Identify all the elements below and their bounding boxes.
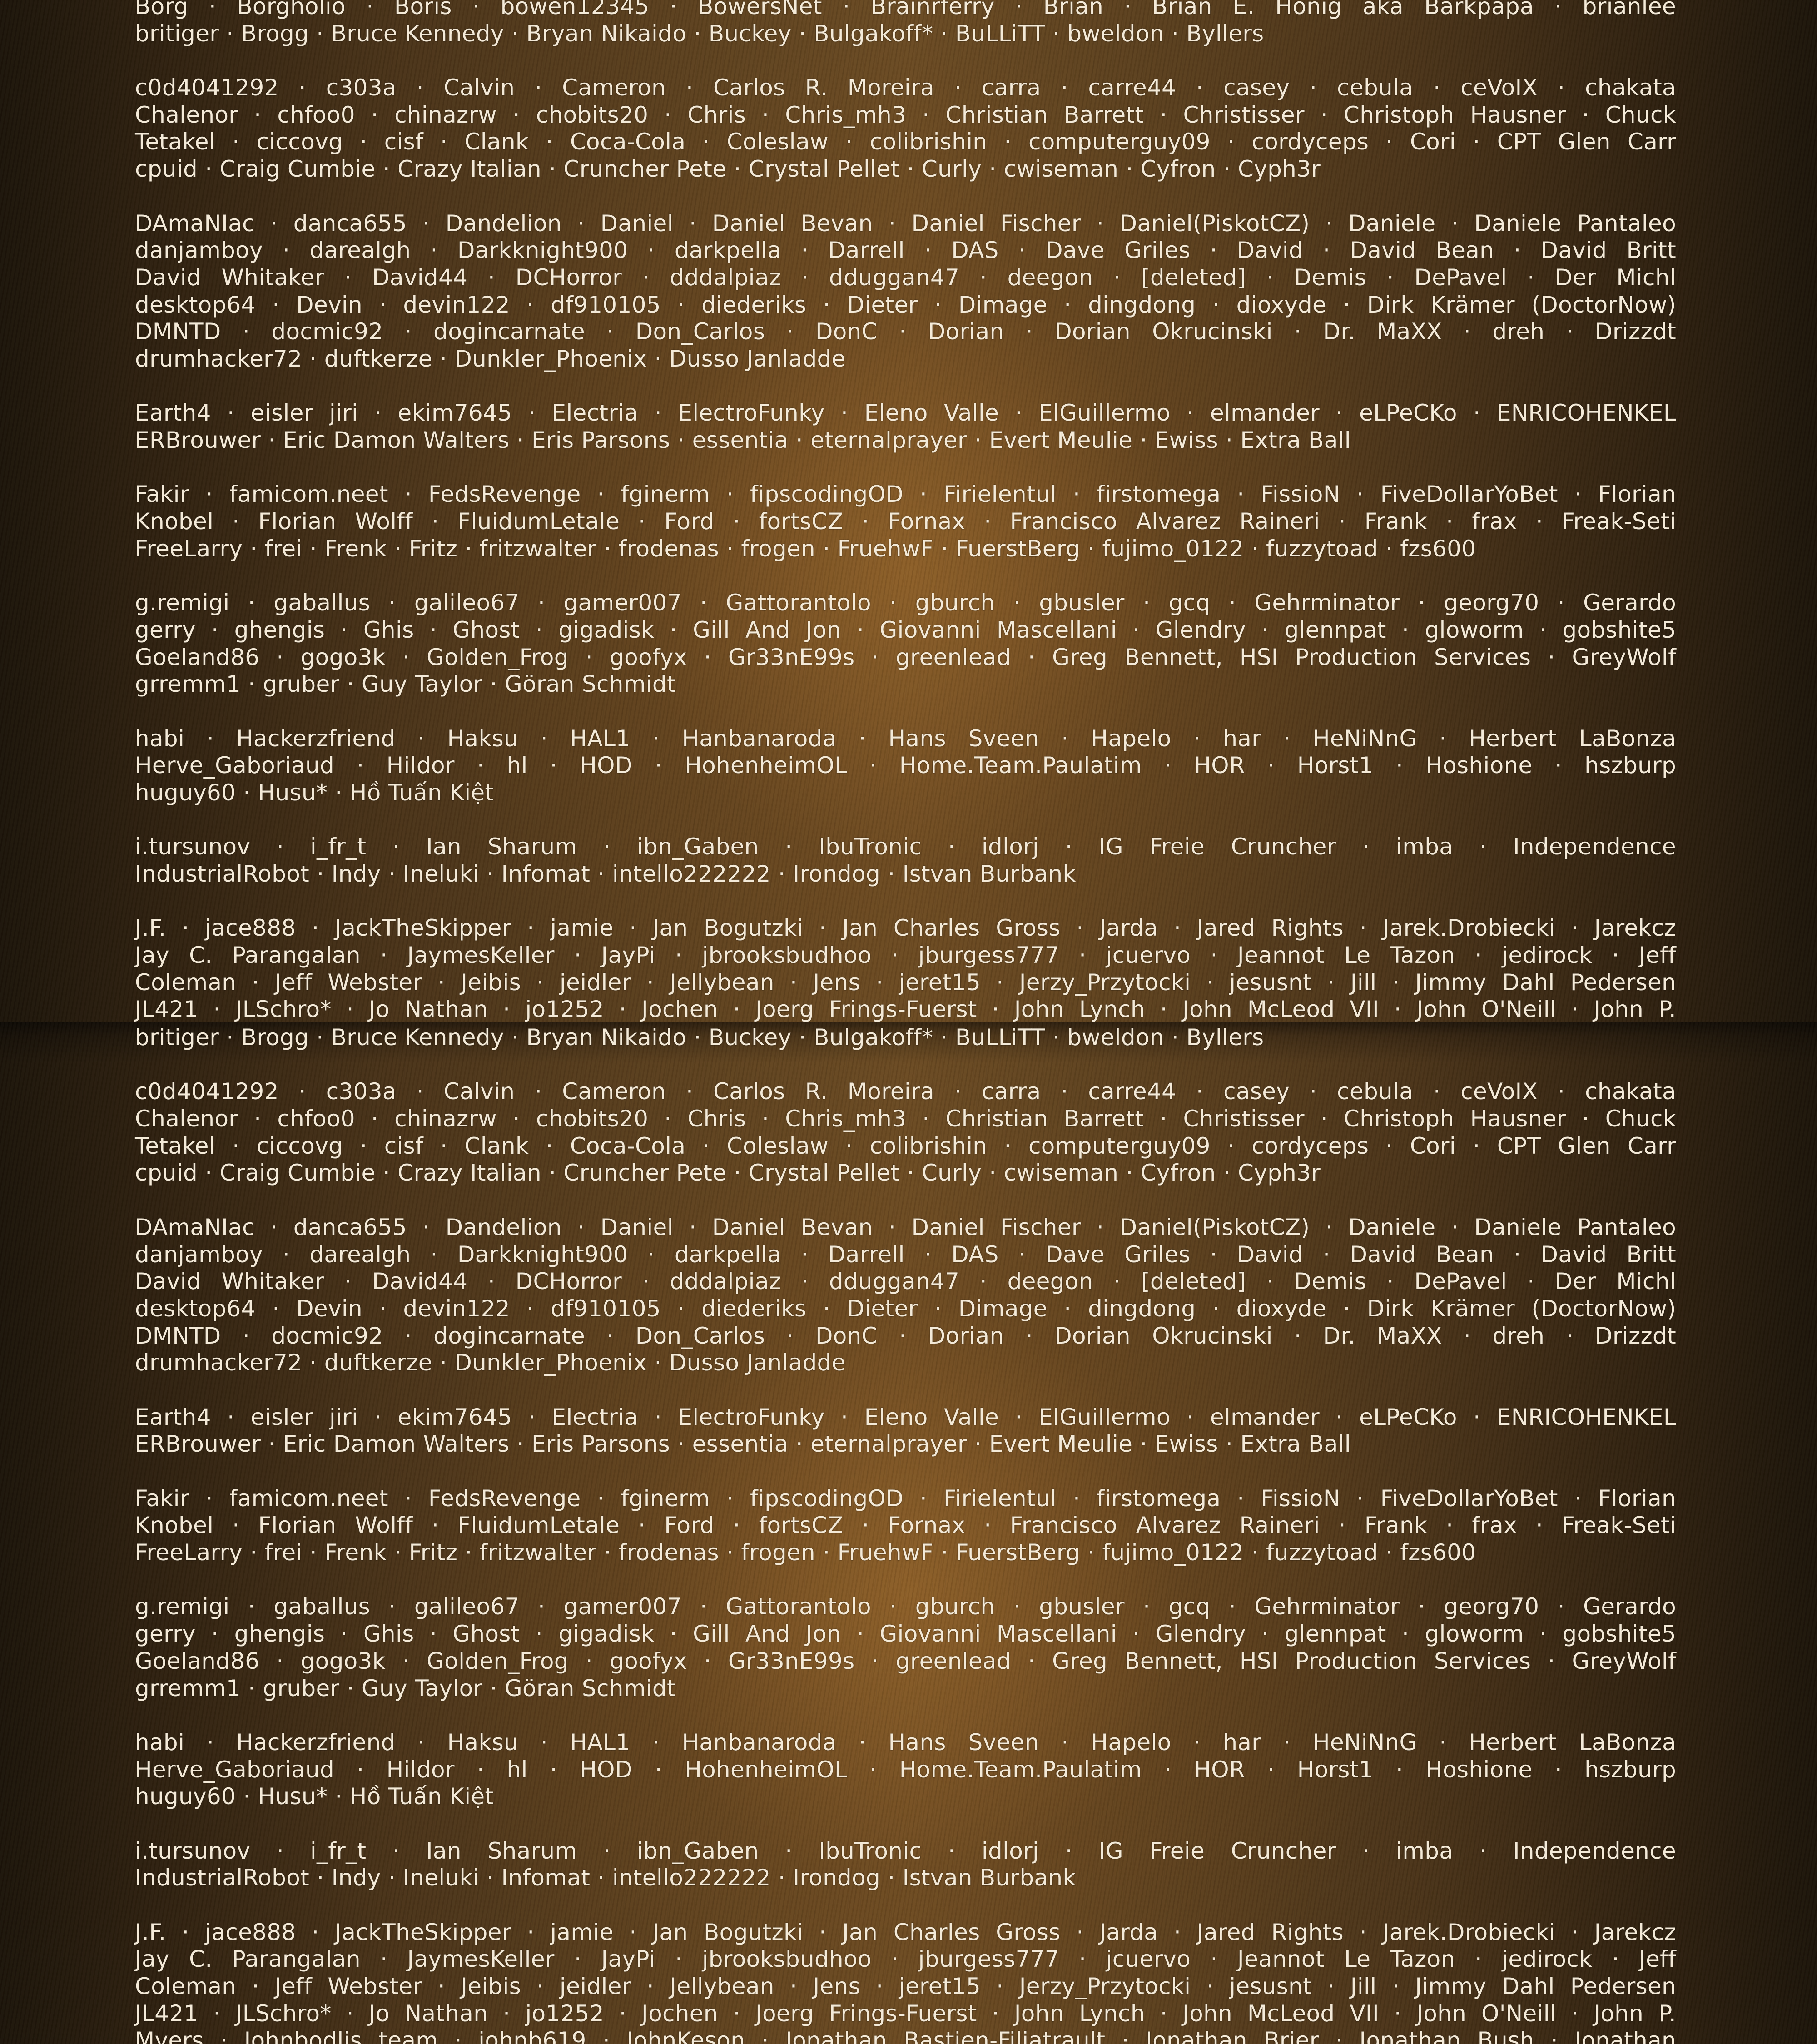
credits-row: J.F. · jace888 · JackTheSkipper · jamie · Jan Bogutzki · Jan Charles Gross · Jarda · Jared Rights · Jarek.Drobiecki · Jarekcz bbox=[135, 915, 1676, 942]
credits-row: IndustrialRobot · Indy · Ineluki · Infomat · intello222222 · Irondog · Istvan Burbank bbox=[135, 1865, 1676, 1892]
credits-row: Jay C. Parangalan · JaymesKeller · JayPi · jbrooksbudhoo · jburgess777 · jcuervo · Jeannot Le Tazon · jedirock · Jeff bbox=[135, 942, 1676, 969]
credits-row: Jay C. Parangalan · JaymesKeller · JayPi · jbrooksbudhoo · jburgess777 · jcuervo · Jeannot Le Tazon · jedirock · Jeff bbox=[135, 1946, 1676, 1973]
credits-row: habi · Hackerzfriend · Haksu · HAL1 · Hanbanaroda · Hans Sveen · Hapelo · har · HeNiNnG · Herbert LaBonza bbox=[135, 725, 1676, 753]
credits-row: Goeland86 · gogo3k · Golden_Frog · goofyx · Gr33nE99s · greenlead · Greg Bennett, HSI Production Services · GreyWolf bbox=[135, 1648, 1676, 1675]
credits-row: gerry · ghengis · Ghis · Ghost · gigadisk · Gill And Jon · Giovanni Mascellani · Glendry · glennpat · gloworm · gobshite5 bbox=[135, 1621, 1676, 1648]
credits-row: Chalenor · chfoo0 · chinazrw · chobits20 · Chris · Chris_mh3 · Christian Barrett · Christisser · Christoph Hausner · Chuck bbox=[135, 1106, 1676, 1133]
credits-row: DMNTD · docmic92 · dogincarnate · Don_Carlos · DonC · Dorian · Dorian Okrucinski · Dr. MaXX · dreh · Drizzdt bbox=[135, 318, 1676, 346]
credits-row: Herve_Gaboriaud · Hildor · hl · HOD · HohenheimOL · Home.Team.Paulatim · HOR · Horst1 · Hoshione · hszburp bbox=[135, 1756, 1676, 1784]
credits-row: i.tursunov · i_fr_t · Ian Sharum · ibn_Gaben · IbuTronic · idlorj · IG Freie Cruncher · imba · Independence bbox=[135, 833, 1676, 861]
credits-row: danjamboy · darealgh · Darkknight900 · darkpella · Darrell · DAS · Dave Griles · David · David Bean · David Britt bbox=[135, 1241, 1676, 1269]
credits-row: David Whitaker · David44 · DCHorror · dddalpiaz · dduggan47 · deegon · [deleted] · Demis · DePavel · Der Michl bbox=[135, 264, 1676, 292]
credits-row: Fakir · famicom.neet · FedsRevenge · fginerm · fipscodingOD · Firielentul · firstomega · FissioN · FiveDollarYoBet · Florian bbox=[135, 1485, 1676, 1513]
credits-row: Tetakel · ciccovg · cisf · Clank · Coca-Cola · Coleslaw · colibrishin · computerguy09 · cordyceps · Cori · CPT Glen Carr bbox=[135, 1133, 1676, 1160]
credits-row: IndustrialRobot · Indy · Ineluki · Infomat · intello222222 · Irondog · Istvan Burbank bbox=[135, 861, 1676, 888]
credits-row: huguy60 · Husu* · Hồ Tuấn Kiệt bbox=[135, 1783, 1676, 1811]
credits-row: JL421 · JLSchro* · Jo Nathan · jo1252 · Jochen · Joerg Frings-Fuerst · John Lynch · John McLeod VII · John O'Neill · John P. bbox=[135, 2000, 1676, 2028]
credits-row: grremm1 · gruber · Guy Taylor · Göran Schmidt bbox=[135, 671, 1676, 698]
credits-row: desktop64 · Devin · devin122 · df910105 · diederiks · Dieter · Dimage · dingdong · dioxyde · Dirk Krämer (DoctorNow) bbox=[135, 1295, 1676, 1323]
credits-row: g.remigi · gaballus · galileo67 · gamer007 · Gattorantolo · gburch · gbusler · gcq · Gehrminator · georg70 · Gerardo bbox=[135, 1593, 1676, 1621]
credits-row: ERBrouwer · Eric Damon Walters · Eris Parsons · essentia · eternalprayer · Evert Meulie · Ewiss · Extra Ball bbox=[135, 427, 1676, 454]
credits-row: grremm1 · gruber · Guy Taylor · Göran Schmidt bbox=[135, 1675, 1676, 1702]
credits-row: DAmaNIac · danca655 · Dandelion · Daniel · Daniel Bevan · Daniel Fischer · Daniel(PiskotCZ) · Daniele · Daniele Pantaleo bbox=[135, 210, 1676, 238]
credits-row: britiger · Brogg · Bruce Kennedy · Bryan Nikaido · Buckey · Bulgakoff* · BuLLiTT · bweldon · Byllers bbox=[135, 20, 1676, 48]
credits-row: DMNTD · docmic92 · dogincarnate · Don_Carlos · DonC · Dorian · Dorian Okrucinski · Dr. MaXX · dreh · Drizzdt bbox=[135, 1323, 1676, 1350]
credits-row: Myers · Johnbodlis team · johnb619 · JohnKeson · Jonathan Bastien-Filiatrault · Jonathan Brier · Jonathan Bush · Jonathan bbox=[135, 2027, 1676, 2044]
credits-row: cpuid · Craig Cumbie · Crazy Italian · Cruncher Pete · Crystal Pellet · Curly · cwiseman · Cyfron · Cyph3r bbox=[135, 156, 1676, 183]
credits-row: drumhacker72 · duftkerze · Dunkler_Phoenix · Dusso Janladde bbox=[135, 1349, 1676, 1377]
credits-row: David Whitaker · David44 · DCHorror · dddalpiaz · dduggan47 · deegon · [deleted] · Demis · DePavel · Der Michl bbox=[135, 1268, 1676, 1295]
credits-row: Knobel · Florian Wolff · FluidumLetale · Ford · fortsCZ · Fornax · Francisco Alvarez Raineri · Frank · frax · Freak-Seti bbox=[135, 1512, 1676, 1539]
credits-row: habi · Hackerzfriend · Haksu · HAL1 · Hanbanaroda · Hans Sveen · Hapelo · har · HeNiNnG · Herbert LaBonza bbox=[135, 1729, 1676, 1756]
credits-row: gerry · ghengis · Ghis · Ghost · gigadisk · Gill And Jon · Giovanni Mascellani · Glendry · glennpat · gloworm · gobshite5 bbox=[135, 617, 1676, 644]
credits-row: DAmaNIac · danca655 · Dandelion · Daniel · Daniel Bevan · Daniel Fischer · Daniel(PiskotCZ) · Daniele · Daniele Pantaleo bbox=[135, 1214, 1676, 1241]
credits-row: c0d4041292 · c303a · Calvin · Cameron · Carlos R. Moreira · carra · carre44 · casey · cebula · ceVoIX · chakata bbox=[135, 74, 1676, 102]
credits-row: Fakir · famicom.neet · FedsRevenge · fginerm · fipscodingOD · Firielentul · firstomega · FissioN · FiveDollarYoBet · Florian bbox=[135, 481, 1676, 508]
credits-row: Earth4 · eisler jiri · ekim7645 · Electria · ElectroFunky · Eleno Valle · ElGuillermo · elmander · eLPeCKo · ENRICOHENKEL bbox=[135, 1404, 1676, 1431]
credits-row: Coleman · Jeff Webster · Jeibis · jeidler · Jellybean · Jens · jeret15 · Jerzy_Przytocki · jesusnt · Jill · Jimmy Dahl Pedersen bbox=[135, 1973, 1676, 2000]
credits-row: huguy60 · Husu* · Hồ Tuấn Kiệt bbox=[135, 779, 1676, 807]
credits-row: g.remigi · gaballus · galileo67 · gamer007 · Gattorantolo · gburch · gbusler · gcq · Gehrminator · georg70 · Gerardo bbox=[135, 590, 1676, 617]
credits-row: Borg · Borgholio · Boris · bowen12345 · BowersNet · Brainrferry · Brian · Brian E. Honig aka Barkpapa · brianlee bbox=[135, 0, 1676, 20]
credits-row: britiger · Brogg · Bruce Kennedy · Bryan Nikaido · Buckey · Bulgakoff* · BuLLiTT · bweldon · Byllers bbox=[135, 1024, 1676, 1052]
credits-row: i.tursunov · i_fr_t · Ian Sharum · ibn_Gaben · IbuTronic · idlorj · IG Freie Cruncher · imba · Independence bbox=[135, 1838, 1676, 1865]
credits-row: Herve_Gaboriaud · Hildor · hl · HOD · HohenheimOL · Home.Team.Paulatim · HOR · Horst1 · Hoshione · hszburp bbox=[135, 752, 1676, 779]
credits-row: Tetakel · ciccovg · cisf · Clank · Coca-Cola · Coleslaw · colibrishin · computerguy09 · cordyceps · Cori · CPT Glen Carr bbox=[135, 129, 1676, 156]
credits-row: JL421 · JLSchro* · Jo Nathan · jo1252 · Jochen · Joerg Frings-Fuerst · John Lynch · John McLeod VII · John O'Neill · John P. bbox=[135, 996, 1676, 1022]
credits-row: J.F. · jace888 · JackTheSkipper · jamie · Jan Bogutzki · Jan Charles Gross · Jarda · Jared Rights · Jarek.Drobiecki · Jarekcz bbox=[135, 1919, 1676, 1946]
credits-row: Coleman · Jeff Webster · Jeibis · jeidler · Jellybean · Jens · jeret15 · Jerzy_Przytocki · jesusnt · Jill · Jimmy Dahl Pedersen bbox=[135, 969, 1676, 997]
credits-row: ERBrouwer · Eric Damon Walters · Eris Parsons · essentia · eternalprayer · Evert Meulie · Ewiss · Extra Ball bbox=[135, 1431, 1676, 1458]
credits-row: Knobel · Florian Wolff · FluidumLetale · Ford · fortsCZ · Fornax · Francisco Alvarez Raineri · Frank · frax · Freak-Seti bbox=[135, 508, 1676, 536]
credits-row: danjamboy · darealgh · Darkknight900 · darkpella · Darrell · DAS · Dave Griles · David · David Bean · David Britt bbox=[135, 237, 1676, 264]
credits-row: desktop64 · Devin · devin122 · df910105 · diederiks · Dieter · Dimage · dingdong · dioxyde · Dirk Krämer (DoctorNow) bbox=[135, 292, 1676, 319]
credits-row: Goeland86 · gogo3k · Golden_Frog · goofyx · Gr33nE99s · greenlead · Greg Bennett, HSI Production Services · GreyWolf bbox=[135, 644, 1676, 671]
credits-row: FreeLarry · frei · Frenk · Fritz · fritzwalter · frodenas · frogen · FruehwF · FuerstBerg · fujimo_0122 · fuzzytoad · fzs600 bbox=[135, 536, 1676, 563]
credits-row: drumhacker72 · duftkerze · Dunkler_Phoenix · Dusso Janladde bbox=[135, 346, 1676, 373]
credits-row: cpuid · Craig Cumbie · Crazy Italian · Cruncher Pete · Crystal Pellet · Curly · cwiseman · Cyfron · Cyph3r bbox=[135, 1160, 1676, 1187]
credits-row: Earth4 · eisler jiri · ekim7645 · Electria · ElectroFunky · Eleno Valle · ElGuillermo · elmander · eLPeCKo · ENRICOHENKEL bbox=[135, 400, 1676, 427]
credits-row: Chalenor · chfoo0 · chinazrw · chobits20 · Chris · Chris_mh3 · Christian Barrett · Christisser · Christoph Hausner · Chuck bbox=[135, 102, 1676, 129]
credits-row: FreeLarry · frei · Frenk · Fritz · fritzwalter · frodenas · frogen · FruehwF · FuerstBerg · fujimo_0122 · fuzzytoad · fzs600 bbox=[135, 1539, 1676, 1567]
credits-row: c0d4041292 · c303a · Calvin · Cameron · Carlos R. Moreira · carra · carre44 · casey · cebula · ceVoIX · chakata bbox=[135, 1078, 1676, 1106]
